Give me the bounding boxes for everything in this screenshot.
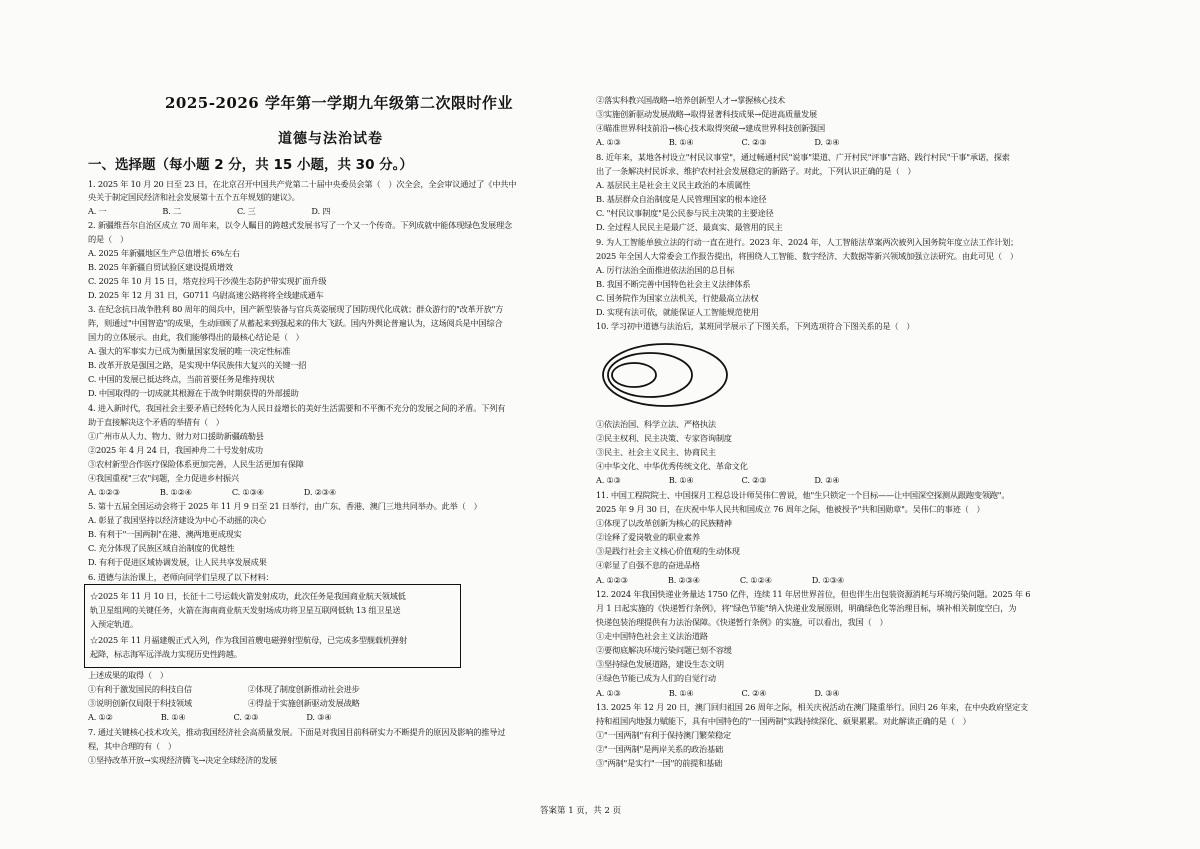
question-line: 2025 年全国人大常委会工作报告提出，将围绕人工智能、数字经济、大数据等新兴领域加强立法研究。由此可见（ ） <box>596 251 1018 261</box>
material-line: ☆2025 年 11 月福建舰正式入列，作为我国首艘电磁弹射型航母，已完成多型舰载机弹射 <box>90 635 407 645</box>
question-line: 12. 2024 年我国快递业务量达 1750 亿件，连续 11 年居世界首位，但也伴生出包装资源消耗与环境污染问题。2025 年 6 <box>596 589 1031 599</box>
option-line: ④中华文化、中华优秀传统文化、革命文化 <box>596 461 748 471</box>
option-line: ①广州市从人力、物力、财力对口援助新疆疏勒县 <box>88 431 264 441</box>
option-line: A. 厉行法治全面推进依法治国的总目标 <box>596 265 735 275</box>
page-footer: 答案第 1 页，共 2 页 <box>540 806 622 816</box>
option-line: ③实施创新驱动发展战略→取得显著科技成果→促进高质量发展 <box>596 109 817 119</box>
question-line: 8. 近年来，某地各村设立"村民议事堂"，通过畅通村民"说事"渠道、广开村民"评事"言路、践行村民"干事"承诺，探索 <box>596 152 1010 162</box>
question-line: 13. 2025 年 12 月 20 日，澳门回归祖国 26 周年之际，相关庆祝活动在澳门隆重举行。回归 26 年来，在中央政府坚定支 <box>596 702 1029 712</box>
question-line: 9. 为人工智能单独立法的行动一直在进行。2023 年、2024 年，人工智能法草案两次被列入国务院年度立法工作计划； <box>596 237 1019 247</box>
option-line: D. 实现有法可依，就能保证人工智能规范使用 <box>596 307 759 317</box>
option-line: D. 2025 年 12 月 31 日，G0711 乌尉高速公路将将全线建成通车 <box>88 290 324 300</box>
option-line: B. 改革开放是强国之路，是实现中华民族伟大复兴的关键一招 <box>88 360 307 370</box>
middle-ellipse <box>608 353 692 397</box>
option-line: B. 有利于"一国两制"在港、澳两地更成现实 <box>88 529 242 539</box>
question-line: 1. 2025 年 10 月 20 日至 23 日，在北京召开中国共产党第二十届中央委员会第（ ）次全会，全会审议通过了《中共中 <box>88 179 517 189</box>
question-line: 的是（ ） <box>88 234 128 244</box>
question-line: 3. 在纪念抗日战争胜利 80 周年的阅兵中，国产新型装备与官兵英姿展现了国防现代化成就；群众游行的"改革开放"方 <box>88 304 504 314</box>
question-line: 2025 年 9 月 30 日，在庆祝中华人民共和国成立 76 周年之际，他被授予"共和国勋章"。吴伟仁的事迹（ ） <box>596 504 985 514</box>
option-line: ③农村新型合作医疗保险体系更加完善，人民生活更加有保障 <box>88 459 304 469</box>
option-line: A. 强大的军事实力已成为衡量国家发展的唯一决定性标准 <box>88 346 291 356</box>
option-line: ①坚持改革开放→实现经济腾飞→决定全球经济的发展 <box>88 755 278 765</box>
question-line: 程，其中合理的有（ ） <box>88 741 176 751</box>
option-line: ①有利于激发国民的科技自信 ②体现了制度创新推动社会进步 <box>88 684 360 694</box>
question-line: 国力的立体展示。由此，我们能够得出的最核心结论是（ ） <box>88 332 304 342</box>
option-line: ④彰显了自强不息的奋进品格 <box>596 560 700 570</box>
option-line: A. ①②③ B. ①②④ C. ①③④ D. ②③④ <box>88 487 337 497</box>
option-line: C. 国务院作为国家立法机关，行使最高立法权 <box>596 293 759 303</box>
option-line: C. "村民议事制度"是公民参与民主决策的主要途径 <box>596 208 774 218</box>
option-line: A. ①③ B. ①④ C. ②③ D. ②④ <box>596 137 840 147</box>
option-line: ④绿色节能已成为人们的自觉行动 <box>596 673 716 683</box>
exam-subtitle: 道德与法治试卷 <box>278 131 383 147</box>
material-box <box>84 584 461 668</box>
material-line: ☆2025 年 11 月 10 日，长征十二号运载火箭发射成功，此次任务是我国商业航天领域低 <box>90 591 406 601</box>
option-line: ③坚持绿色发展道路，建设生态文明 <box>596 659 724 669</box>
question-line: 快递包装治理提供有力法治保障。《快递暂行条例》的实施，可以看出，我国（ ） <box>596 617 888 627</box>
option-line: ②民主权利、民主决策、专家咨询制度 <box>596 433 732 443</box>
question-line: 持和祖国内地强力赋能下，具有中国特色的"一国两制"实践持续深化、硕果累累。对此解读正确的是（ ） <box>596 716 971 726</box>
section-heading: 一、选择题（每小题 2 分，共 15 小题，共 30 分。） <box>88 157 413 173</box>
option-line: ②2025 年 4 月 24 日，我国神舟二十号发射成功 <box>88 445 263 455</box>
nested-ellipses-diagram <box>600 340 730 410</box>
option-line: D. 中国取得的一切成就其根源在于战争时期获得的外部援助 <box>88 388 299 398</box>
material-line: 入预定轨道。 <box>90 619 138 629</box>
option-line: D. 全过程人民民主是最广泛、最真实、最管用的民主 <box>596 222 783 232</box>
option-line: ③说明创新仅局限于科技领域 ④得益于实施创新驱动发展战略 <box>88 698 360 708</box>
option-line: A. 一 B. 二 C. 三 D. 四 <box>88 206 331 216</box>
option-line: C. 2025 年 10 月 15 日，塔克拉玛干沙漠生态防护带实现扩面升级 <box>88 276 327 286</box>
option-line: D. 有利于促进区域协调发展，让人民共享发展成果 <box>88 557 267 567</box>
exam-title: 2025-2026 学年第一学期九年级第二次限时作业 <box>165 94 513 112</box>
option-line: ③民主、社会主义民主、协商民主 <box>596 447 716 457</box>
option-line: C. 充分体现了民族区域自治制度的优越性 <box>88 543 235 553</box>
question-line: 7. 通过关键核心技术攻关，推动我国经济社会高质量发展。下面是对我国目前科研实力不断提升的原因及影响的推导过 <box>88 727 506 737</box>
question-line: 6. 道德与法治课上，老师向同学们呈现了以下材料： <box>88 572 274 582</box>
question-line: 4. 进入新时代，我国社会主要矛盾已经转化为人民日益增长的美好生活需要和不平衡不充分的发展之间的矛盾。下列有 <box>88 403 506 413</box>
material-line: 轨卫星组网的关键任务，火箭在海南商业航天发射场成功将卫星互联网低轨 13 组卫星送 <box>90 605 401 615</box>
question-line: 5. 第十五届全国运动会将于 2025 年 11 月 9 日至 21 日举行，由广东、香港、澳门三地共同举办。此举（ ） <box>88 501 482 511</box>
option-line: ①走中国特色社会主义法治道路 <box>596 631 708 641</box>
option-line: A. ①②③ B. ②③④ C. ①②④ D. ①③④ <box>596 575 845 585</box>
option-line: B. 我国不断完善中国特色社会主义法律体系 <box>596 279 751 289</box>
option-line: A. 彰显了我国坚持以经济建设为中心不动摇的决心 <box>88 515 267 525</box>
option-line: A. 基层民主是社会主义民主政治的本质属性 <box>596 180 751 190</box>
material-line: 起降，标志海军远洋战力实现历史性跨越。 <box>90 649 242 659</box>
question-line: 阵，则通过"中国智造"的成果，生动回顾了从蓄起来到强起来的伟大飞跃。国内外舆论普遍认为，这场阅兵是中国综合 <box>88 318 503 328</box>
inner-ellipse <box>612 363 656 387</box>
option-line: C. 中国的发展已抵达终点，当前首要任务是维持现状 <box>88 374 275 384</box>
option-line: B. 2025 年新疆自贸试验区建设提质增效 <box>88 262 233 272</box>
question-line: 月 1 日起实施的《快递暂行条例》，将"绿色节能"纳入快递业发展原则，明确绿色化等治理目标，填补相关制度空白，为 <box>596 603 1017 613</box>
question-line: 10. 学习初中道德与法治后，某班同学展示了下图关系，下列选项符合下图关系的是（ ） <box>596 321 915 331</box>
question-line: 2. 新疆维吾尔自治区成立 70 周年来，以令人瞩目的跨越式发展书写了一个又一个传奇。下列成就中能体现绿色发展理念 <box>88 220 513 230</box>
option-line: A. 2025 年新疆地区生产总值增长 6%左右 <box>88 248 240 258</box>
option-line: ①体现了以改革创新为核心的民族精神 <box>596 518 732 528</box>
option-line: ②诠释了爱岗敬业的职业素养 <box>596 532 700 542</box>
outer-ellipse <box>603 344 727 406</box>
question-line: 出了一条解决村民诉求、维护农村社会发展稳定的新路子。对此，下列认识正确的是（ ） <box>596 166 916 176</box>
question-line: 上述成果的取得（ ） <box>88 670 168 680</box>
option-line: ①"一国两制"有利于保持澳门繁荣稳定 <box>596 730 731 740</box>
option-line: ②"一国两制"是两岸关系的政治基础 <box>596 744 723 754</box>
question-line: 央关于制定国民经济和社会发展第十五个五年规划的建议》。 <box>88 192 300 202</box>
option-line: B. 基层群众自治制度是人民管理国家的根本途径 <box>596 194 767 204</box>
option-line: ④我国重视"三农"问题，全力促进乡村振兴 <box>88 473 239 483</box>
option-line: ②落实科教兴国战略→培养创新型人才→掌握核心技术 <box>596 95 786 105</box>
option-line: ③是践行社会主义核心价值观的生动体现 <box>596 546 740 556</box>
option-line: ①依法治国、科学立法、严格执法 <box>596 419 716 429</box>
option-line: A. ①③ B. ①④ C. ②③ D. ②④ <box>596 475 840 485</box>
question-line: 助于直接解决这个矛盾的举措有（ ） <box>88 417 224 427</box>
option-line: ②要彻底解决环境污染问题已刻不容缓 <box>596 645 732 655</box>
option-line: A. ①② B. ①④ C. ②③ D. ③④ <box>88 712 332 722</box>
option-line: ③"两制"是实行"一国"的前提和基础 <box>596 758 723 768</box>
option-line: ④瞄准世界科技前沿→核心技术取得突破→建成世界科技创新强国 <box>596 123 825 133</box>
question-line: 11. 中国工程院院士、中国探月工程总设计师吴伟仁曾说，他"生只锁定一个目标——让中国深空探测从跟跑变领跑"。 <box>596 490 1010 500</box>
option-line: A. ①③ B. ①④ C. ②④ D. ③④ <box>596 688 840 698</box>
